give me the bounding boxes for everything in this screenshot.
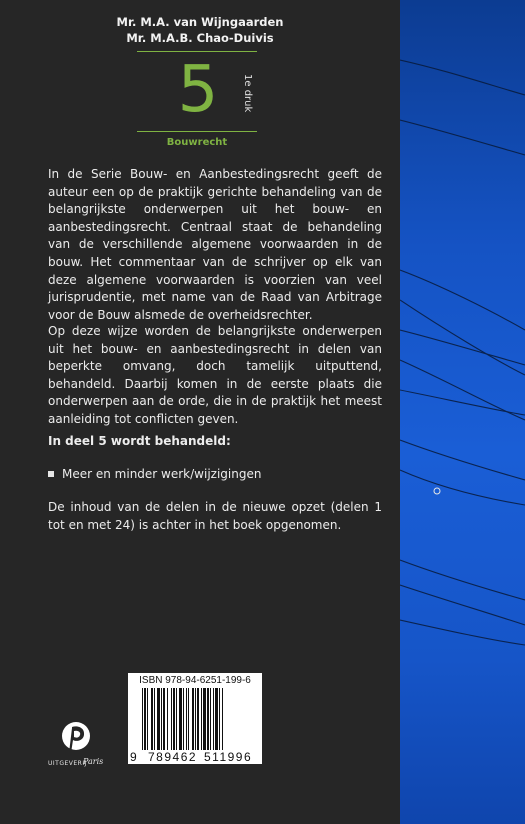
sky-photo-panel <box>400 0 525 824</box>
barcode-digits-right: 511996 <box>204 750 253 764</box>
barcode-digits-left: 789462 <box>148 750 198 764</box>
barcode-digit-first: 9 <box>130 750 137 764</box>
divider <box>137 131 257 132</box>
author-name: Mr. M.A. van Wijngaarden <box>116 15 284 29</box>
author-name: Mr. M.A.B. Chao-Duivis <box>126 31 274 45</box>
intro-paragraph: In de Serie Bouw- en Aanbestedingsrecht geeft de auteur een op de praktijk gerichte behandeling van de belangrijkste onderwerpen uit het bouw- en aanbestedingsrecht. Centraal staat de behandeling van de verschillende algemene voorwaarden in de bouw. Het commentaar van de schrijver op elk van deze algemene voorwaarden is voorzien van veel jurisprudentie, met name van de Raad van Arbitrage voor de Bouw alsmede de overheidsrechter. <box>48 167 382 322</box>
deel-heading: In deel 5 wordt behandeld: <box>48 434 231 448</box>
isbn-barcode <box>128 673 262 764</box>
list-item <box>48 466 382 484</box>
edition-label: 1e druk <box>242 74 253 113</box>
power-lines-image <box>400 0 525 824</box>
square-bullet-icon <box>48 471 54 477</box>
isbn-label: ISBN 978-94-6251-199-6 <box>139 675 251 686</box>
publisher-name: Paris <box>83 757 104 766</box>
closing-paragraph: De inhoud van de delen in de nieuwe opzet (delen 1 tot en met 24) is achter in het boek opgenomen. <box>48 500 382 532</box>
second-paragraph: Op deze wijze worden de belangrijkste onderwerpen uit het bouw- en aanbestedingsrecht in delen van beperkte omvang, doch tamelijk uitputtend, behandeld. Daarbij komen in de eerste plaats die onderwerpen aan de orde, die in de praktijk het meest aanleiding tot conflicten geven. <box>48 324 382 426</box>
series-title: Bouwrecht <box>166 137 228 148</box>
list-item-text: Meer en minder werk/wijzigingen <box>62 467 262 481</box>
volume-number: 5 <box>177 53 219 127</box>
publisher-prefix: UITGEVERIJ <box>48 760 87 767</box>
